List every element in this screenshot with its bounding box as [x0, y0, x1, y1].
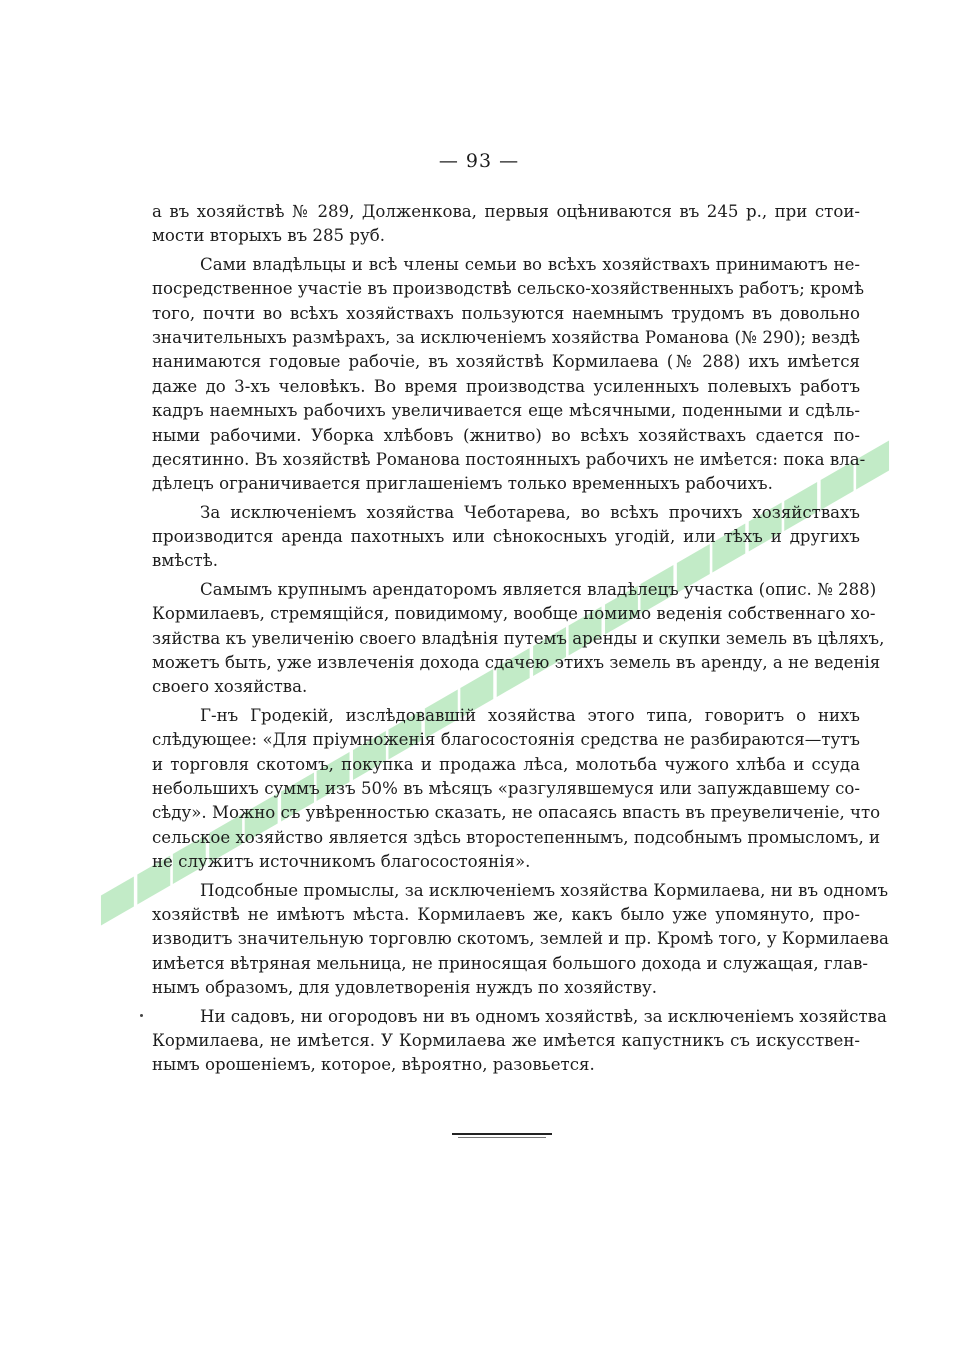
text-line: сельское хозяйство является здѣсь второстепеннымъ, подсобнымъ промысломъ, и: [152, 827, 881, 847]
text-line: ными рабочими. Уборка хлѣбовъ (жнитво) во всѣхъ хозяйствахъ сдается по-: [152, 425, 860, 445]
text-line: не служитъ источникомъ благосостоянія».: [152, 852, 531, 872]
text-line: небольшихъ суммъ изъ 50% въ мѣсяцъ «разгулявшемуся или запуждавшему со-: [152, 778, 860, 798]
text-line: мости вторыхъ въ 285 руб.: [152, 226, 386, 246]
paragraph: [152, 879, 889, 1001]
text-line: Самымъ крупнымъ арендаторомъ является владѣлецъ участка (опис. № 288): [200, 579, 877, 599]
text-line: своего хозяйства.: [152, 677, 308, 697]
text-line: можетъ быть, уже извлеченія дохода сдачею этихъ земель въ аренду, а не веденія: [152, 653, 881, 673]
margin-mark: [140, 1014, 143, 1017]
text-line: Кормилаевъ, стремящійся, повидимому, вообще помимо веденія собственнаго хо-: [152, 604, 876, 624]
text-line: Подсобные промыслы, за исключеніемъ хозяйства Кормилаева, ни въ одномъ: [200, 880, 889, 900]
text-line: имѣется вѣтряная мельница, не приносящая большого дохода и служащая, глав-: [152, 953, 869, 973]
text-line: а въ хозяйствѣ № 289, Долженкова, первыя оцѣниваются въ 245 р., при стои-: [152, 202, 860, 221]
page-number: — 93 —: [438, 150, 520, 172]
body-text: [152, 200, 889, 1082]
paragraph: [152, 578, 885, 700]
paragraph: [152, 200, 860, 249]
end-rule-thin: [458, 1137, 546, 1138]
text-line: нанимаются годовые рабочіе, въ хозяйствѣ Кормилаева (№ 288) ихъ имѣется: [152, 352, 860, 372]
text-line: вмѣстѣ.: [152, 551, 219, 571]
text-line: За исключеніемъ хозяйства Чеботарева, во всѣхъ прочихъ хозяйствахъ: [200, 502, 860, 522]
text-line: Ни садовъ, ни огородовъ ни въ одномъ хозяйствѣ, за исключеніемъ хозяйства: [200, 1006, 887, 1026]
text-line: нымъ образомъ, для удовлетворенія нуждъ по хозяйству.: [152, 978, 658, 998]
text-line: зяйства къ увеличенію своего владѣнія путемъ аренды и скупки земель въ цѣляхъ,: [152, 628, 885, 648]
text-line: изводитъ значительную торговлю скотомъ, землей и пр. Кромѣ того, у Кормилаева: [152, 929, 889, 949]
text-line: производится аренда пахотныхъ или сѣнокосныхъ угодій, или тѣхъ и другихъ: [152, 527, 860, 547]
text-line: Г-нъ Гродекій, изслѣдовавшій хозяйства этого типа, говоритъ о нихъ: [200, 705, 860, 725]
text-line: сѣду». Можно съ увѣренностью сказать, не опасаясь впасть въ преувеличеніе, что: [152, 803, 881, 823]
paragraph: [152, 253, 866, 497]
text-line: того, почти во всѣхъ хозяйствахъ пользуются наемнымъ трудомъ въ довольно: [152, 303, 860, 323]
text-line: даже до 3-хъ человѣкъ. Во время производства усиленныхъ полевыхъ работъ: [152, 376, 860, 396]
paragraph: [152, 1005, 887, 1078]
end-rule: [452, 1133, 552, 1135]
paragraph: [152, 704, 881, 875]
text-line: Сами владѣльцы и всѣ члены семьи во всѣхъ хозяйствахъ принимаютъ не-: [200, 254, 860, 274]
paragraph: [152, 501, 860, 574]
text-line: нымъ орошеніемъ, которое, вѣроятно, разовьется.: [152, 1055, 595, 1075]
text-line: и торговля скотомъ, покупка и продажа лѣса, молотьба чужого хлѣба и ссуда: [152, 754, 860, 774]
text-line: десятинно. Въ хозяйствѣ Романова постоянныхъ рабочихъ не имѣется: пока вла-: [152, 449, 866, 469]
text-line: посредственное участіе въ производствѣ сельско-хозяйственныхъ работъ; кромѣ: [152, 279, 864, 299]
text-line: значительныхъ размѣрахъ, за исключеніемъ хозяйства Романова (№ 290); вездѣ: [152, 327, 860, 347]
text-line: Кормилаева, не имѣется. У Кормилаева же имѣется капустникъ съ искусствен-: [152, 1030, 860, 1050]
text-line: кадръ наемныхъ рабочихъ увеличивается еще мѣсячными, поденными и сдѣль-: [152, 401, 860, 421]
text-line: дѣлецъ ограничивается приглашеніемъ только временныхъ рабочихъ.: [152, 474, 773, 494]
text-line: слѣдующее: «Для пріумноженія благосостоянія средства не разбираются—тутъ: [152, 730, 860, 750]
text-line: хозяйствѣ не имѣютъ мѣста. Кормилаевъ же, какъ было уже упомянуто, про-: [152, 904, 860, 924]
